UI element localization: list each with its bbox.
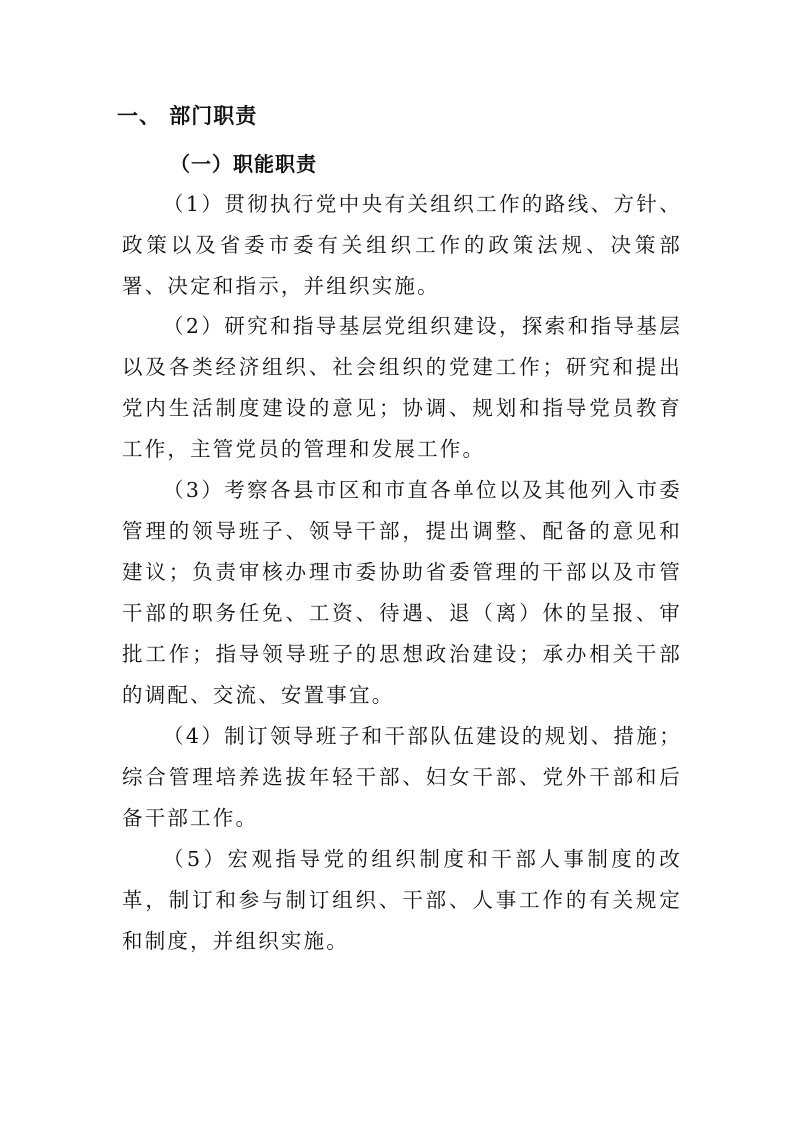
paragraph-1: （1）贯彻执行党中央有关组织工作的路线、方针、政策以及省委市委有关组织工作的政策法规、决策部署、决定和指示，并组织实施。 [122,192,682,298]
paragraph-5: （5）宏观指导党的组织制度和干部人事制度的改革，制订和参与制订组织、干部、人事工作的有关规定和制度，并组织实施。 [122,847,682,953]
paragraph-3: （3）考察各县市区和市直各单位以及其他列入市委管理的领导班子、领导干部，提出调整、配备的意见和建议；负责审核办理市委协助省委管理的干部以及市管干部的职务任免、工资、待遇、退（离）休的呈报、审批工作；指导领导班子的思想政治建设；承办相关干部的调配、交流、安置事宜。 [122,478,682,707]
paragraph-2: （2）研究和指导基层党组织建设，探索和指导基层以及各类经济组织、社会组织的党建工作；研究和提出党内生活制度建设的意见；协调、规划和指导党员教育工作，主管党员的管理和发展工作。 [122,314,682,461]
section-heading: 一、 部门职责 [117,104,258,128]
subsection-heading: （一）职能职责 [170,152,317,176]
paragraph-4: （4）制订领导班子和干部队伍建设的规划、措施；综合管理培养选拔年轻干部、妇女干部、党外干部和后备干部工作。 [122,724,682,830]
